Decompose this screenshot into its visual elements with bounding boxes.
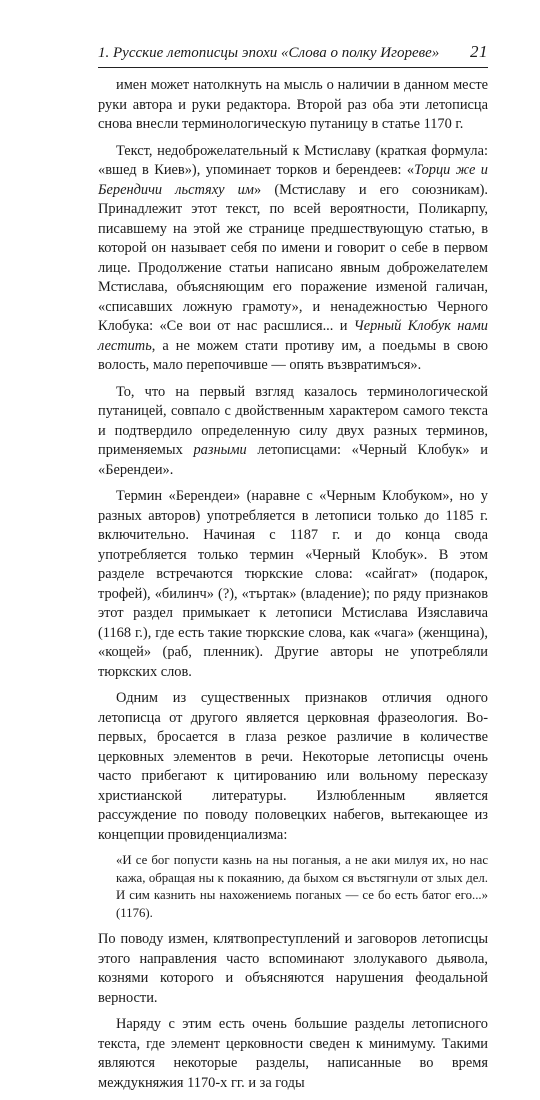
- body-text: [98, 76, 488, 1100]
- paragraph-p5: [98, 689, 488, 845]
- block-quote: «И се бог попусти казнь на ны поганыя, а не аки милуя их, но нас кажа, обращая ны к покаянию, да быхом ся въстягнули от злых дел. И сим казнить ны нахожениемь поганых — се бо есть батог его...» (1176).: [116, 853, 488, 920]
- running-header: [98, 42, 488, 62]
- italic-citation: Черный Клобук нами лестить: [98, 318, 488, 354]
- paragraph-text: По поводу измен, клятвопреступлений и заговоров летописцы этого направления часто вспоминают злолукавого дьявола, кознями которого и объясняются нарушения феодальной верности.: [98, 931, 488, 1006]
- paragraph-text: » (Мстиславу и его союзникам). Принадлежит этот текст, по всей вероятности, Поликарпу, писавшему на этой же странице предшествующую статью, в которой он называет себя по имени и говорит о себе в первом лице. Продолжение статьи написано явным доброжелателем Мстислава, объясняющим его поражение изменой галичан, «списавших ложную грамоту», и ненадежностью Черного Клобука: «Се вои от нас расшлися... и: [98, 181, 488, 334]
- page-number: 21: [470, 42, 488, 61]
- paragraph-text: То, что на первый взгляд казалось терминологической путаницей, совпало с двойственным характером самого текста и подтвердило определенную силу двух разных терминов, применяемых: [98, 383, 488, 458]
- paragraph-text: Одним из существенных признаков отличия одного летописца от другого является церковная фразеология. Во-первых, бросается в глаза резкое различие в количестве церковных элементов в речи. Некоторые летописцы очень часто прибегают к цитированию или вольному пересказу христианской литературы. Излюбленным является рассуждение по поводу половецких набегов, вытекающее из концепции провиденциализма:: [98, 690, 488, 843]
- paragraph-p2: [98, 142, 488, 376]
- header-rule: [98, 67, 488, 68]
- paragraph-p7: [98, 1015, 488, 1093]
- running-title: 1. Русские летописцы эпохи «Слова о полку Игореве»: [98, 45, 440, 61]
- paragraph-text: имен может натолкнуть на мысль о наличии в данном месте руки автора и руки редактора. Второй раз оба эти летописца снова внесли терминологическую путаницу в статье 1170 г.: [98, 77, 488, 132]
- paragraph-text: Текст, недоброжелательный к Мстиславу (краткая формула: «вшед в Киев»), упоминает торков и берендеев: «: [98, 142, 488, 178]
- italic-citation: Торци же и Берендичи льстяху им: [98, 162, 488, 198]
- paragraphs-after-quote: [98, 930, 488, 1093]
- italic-citation: разными: [193, 442, 247, 458]
- paragraph-text: Наряду с этим есть очень большие разделы летописного текста, где элемент церковности сведен к минимуму. Такими являются некоторые разделы, написанные во время междукняжия 1170-х гг. и за годы: [98, 1016, 488, 1091]
- paragraph-p6: [98, 930, 488, 1008]
- paragraph-p1: [98, 76, 488, 135]
- paragraph-text: Термин «Берендеи» (наравне с «Черным Клобуком», но у разных авторов) употребляется в летописи только до 1185 г. включительно. Начиная с 1187 г. и до конца свода употребляется только термин «Черный Клобук». В этом разделе встречаются тюркские слова: «сайгат» (подарок, трофей), «билинч» (?), «търтак» (владение); по ряду признаков этот раздел примыкает к летописи Мстислава Изяславича (1168 г.), где есть такие тюркские слова, как «чага» (женщина), «кощей» (раб, пленник). Другие авторы не употребляли тюркских слов.: [98, 488, 488, 680]
- paragraph-p4: [98, 487, 488, 682]
- paragraph-text: летописцами: «Черный Клобук» и «Берендеи».: [98, 442, 488, 478]
- paragraph-text: , а не можем стати противу им, а поедьмы в свою волость, мало перепочивше — опять възвратимъся».: [98, 337, 488, 373]
- paragraphs-before-quote: [98, 76, 488, 845]
- paragraph-p3: [98, 383, 488, 481]
